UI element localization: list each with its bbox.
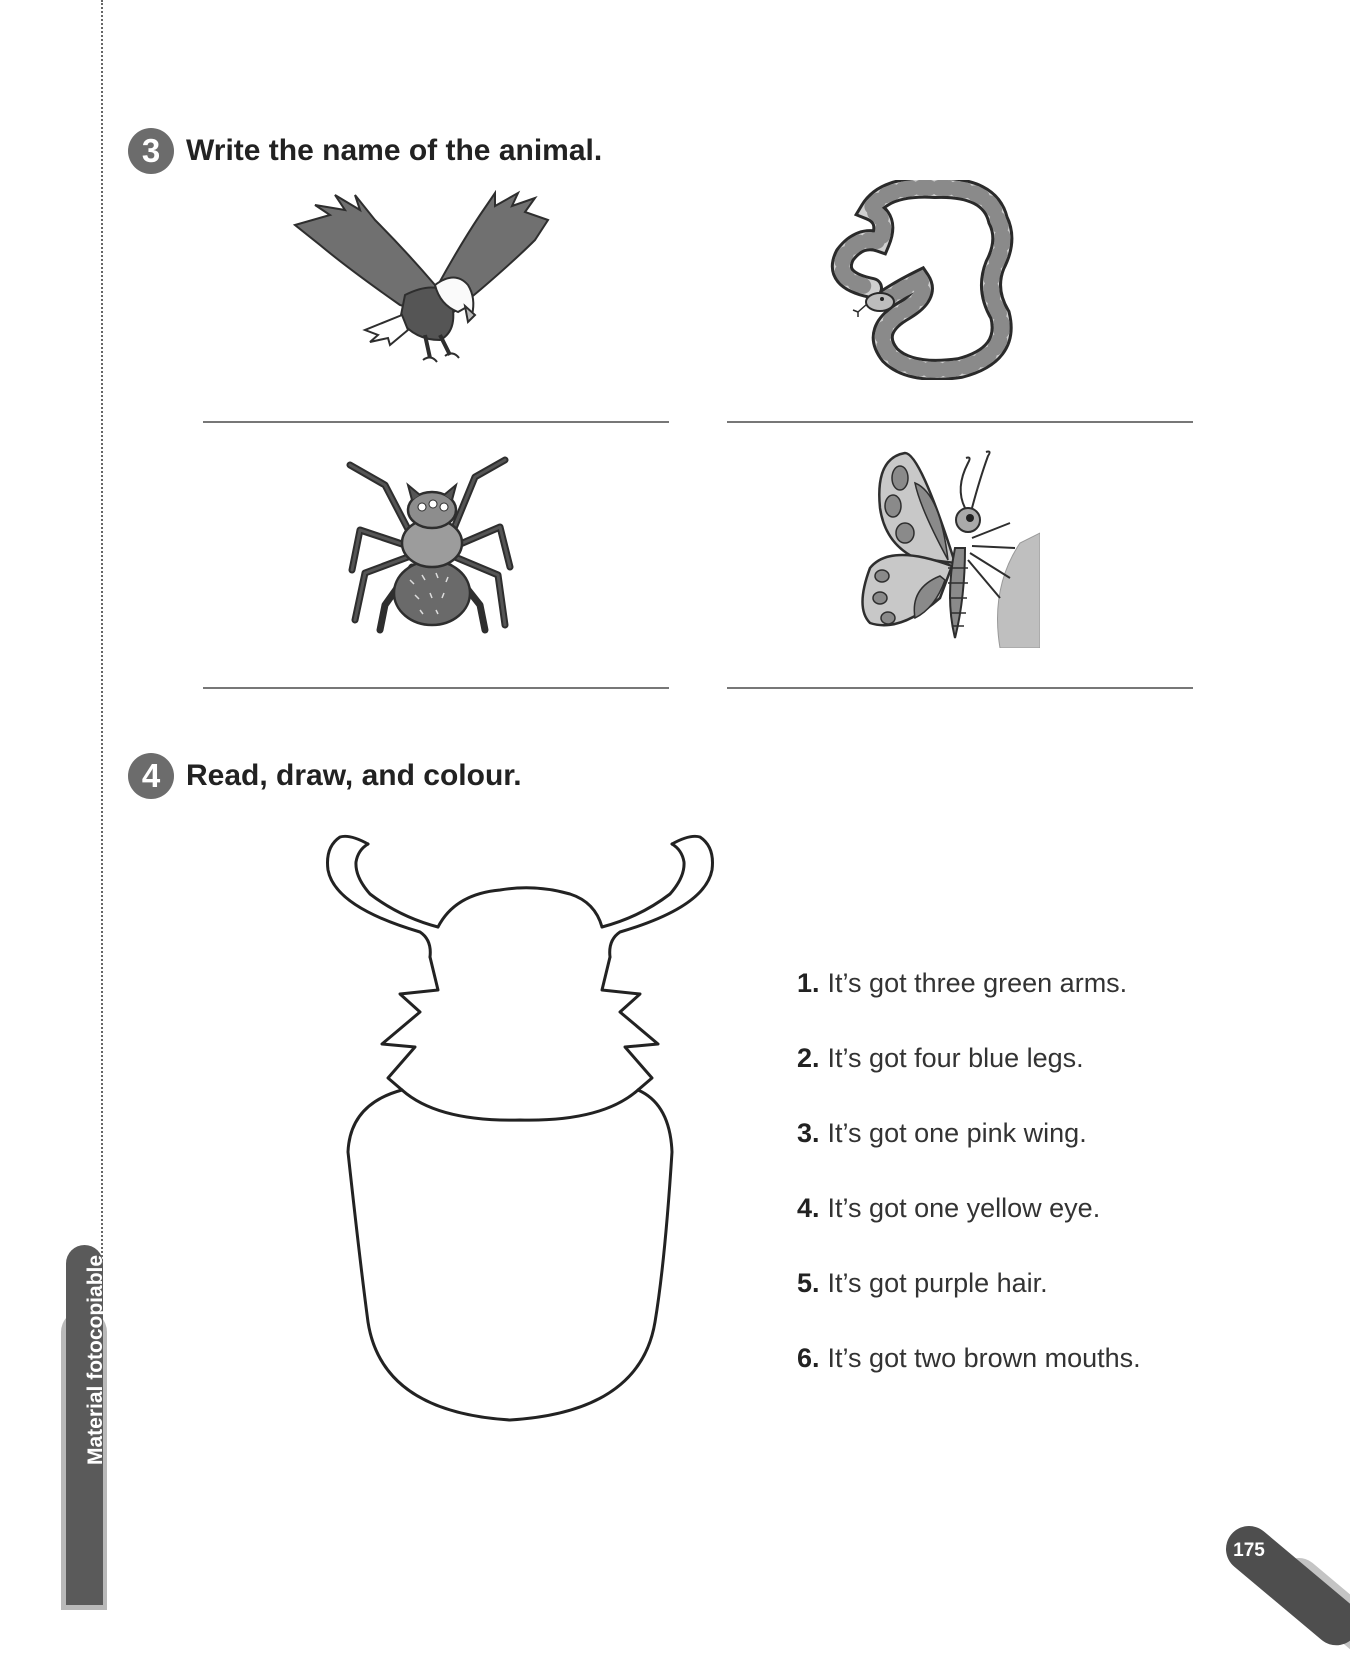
answer-line-4[interactable] [727,687,1193,689]
exercise-3-header [128,128,602,174]
eagle-picture [290,190,560,375]
exercise-number-badge: 4 [128,753,174,799]
exercise-3-instruction: Write the name of the animal. [186,134,603,167]
page-number: 175 [1233,1540,1265,1561]
side-tab-label: Material fotocopiable [84,1254,107,1465]
list-item: 6. It’s got two brown mouths. [797,1343,1141,1373]
sentence-list [797,966,1141,1416]
answer-line-1[interactable] [203,421,669,423]
monster-outline-picture[interactable] [320,822,720,1434]
snake-picture [830,180,1030,380]
spider-picture [340,455,530,635]
exercise-4-instruction: Read, draw, and colour. [186,759,522,792]
exercise-number-badge: 3 [128,128,174,174]
list-item: 1. It’s got three green arms. [797,968,1128,998]
list-item: 4. It’s got one yellow eye. [797,1193,1101,1223]
exercise-4-header [128,753,522,799]
list-item: 3. It’s got one pink wing. [797,1118,1087,1148]
answer-line-3[interactable] [203,687,669,689]
list-item: 2. It’s got four blue legs. [797,1043,1084,1073]
answer-line-2[interactable] [727,421,1193,423]
butterfly-picture [860,448,1040,648]
list-item: 5. It’s got purple hair. [797,1268,1048,1298]
